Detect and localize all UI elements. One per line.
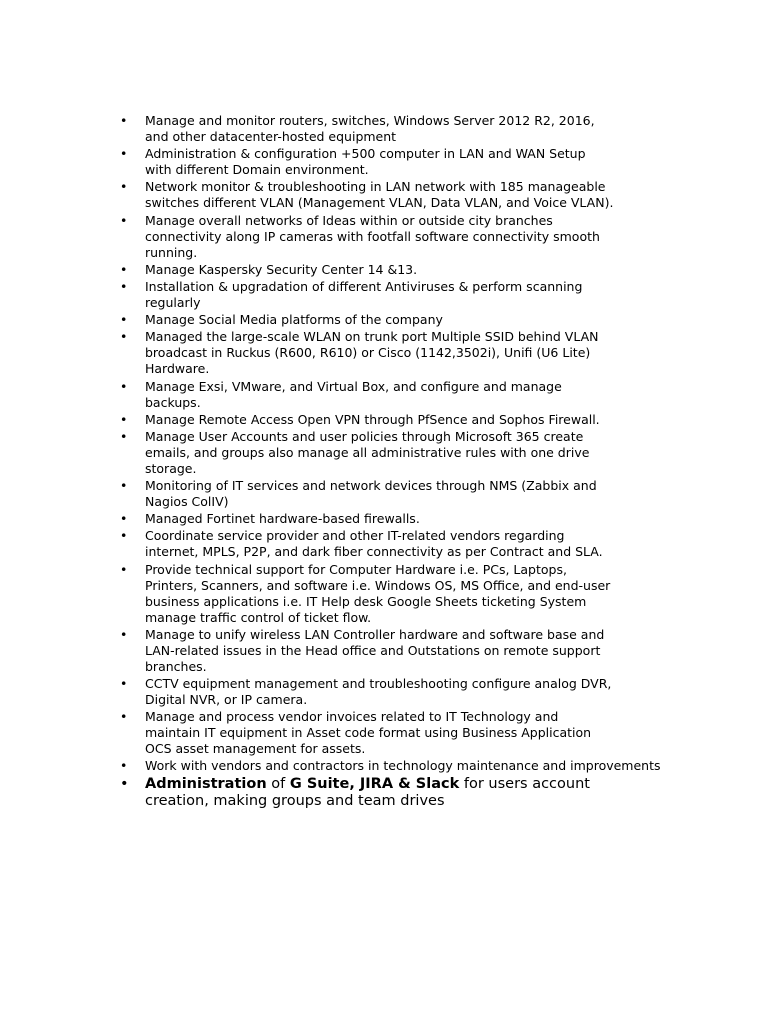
list-item-text: Manage User Accounts and user policies through Microsoft 365 create emails, and groups also manage all administrative rules with one drive storage. bbox=[145, 428, 590, 476]
list-item bbox=[0, 676, 615, 708]
list-item bbox=[0, 379, 615, 411]
list-item bbox=[0, 179, 615, 211]
list-item bbox=[0, 758, 705, 774]
list-item-text: Manage Kaspersky Security Center 14 &13. bbox=[145, 261, 418, 277]
list-item-text-connector: of bbox=[266, 775, 290, 792]
bullet-marker: • bbox=[120, 528, 128, 544]
bullet-marker: • bbox=[120, 113, 128, 128]
bullet-marker: • bbox=[120, 146, 128, 162]
list-item-text: Managed the large-scale WLAN on trunk port Multiple SSID behind VLAN broadcast in Ruckus (R600, R610) or Cisco (1142,3502i), Unifi (U6 Lite) Hardware. bbox=[145, 329, 599, 377]
bullet-marker: • bbox=[120, 709, 128, 725]
list-item bbox=[0, 146, 615, 178]
bullet-marker: • bbox=[120, 378, 128, 394]
bullet-marker: • bbox=[120, 511, 128, 527]
bullet-marker: • bbox=[120, 758, 128, 774]
bullet-marker: • bbox=[120, 428, 128, 444]
list-item bbox=[0, 329, 615, 377]
bullet-marker: • bbox=[120, 676, 128, 691]
list-item-text: Administration & configuration +500 computer in LAN and WAN Setup with different Domain environment. bbox=[145, 146, 586, 178]
list-item bbox=[0, 709, 615, 757]
list-item bbox=[0, 562, 615, 626]
list-item-text: Manage and process vendor invoices related to IT Technology and maintain IT equipment in Asset code format using Business Application OCS asset management for assets. bbox=[145, 709, 592, 757]
list-item bbox=[0, 412, 615, 428]
list-item bbox=[0, 262, 615, 278]
bullet-marker: • bbox=[120, 212, 128, 228]
list-item bbox=[0, 113, 615, 145]
bullet-marker: • bbox=[120, 329, 128, 345]
list-item-text: Manage overall networks of Ideas within or outside city branches connectivity along IP cameras with footfall software connectivity smooth running. bbox=[145, 212, 600, 260]
list-item-text: Managed Fortinet hardware-based firewalls. bbox=[145, 511, 420, 527]
list-item-text: CCTV equipment management and troubleshooting configure analog DVR, Digital NVR, or IP camera. bbox=[145, 676, 612, 707]
list-item-text: Manage Exsi, VMware, and Virtual Box, and configure and manage backups. bbox=[145, 378, 562, 410]
bullet-marker: • bbox=[120, 179, 128, 195]
list-item bbox=[0, 279, 615, 311]
list-item-last bbox=[0, 776, 655, 810]
bullet-marker: • bbox=[120, 775, 129, 792]
bullet-marker: • bbox=[120, 626, 128, 642]
bullet-marker: • bbox=[120, 411, 128, 427]
bullet-list bbox=[0, 113, 768, 811]
bullet-marker: • bbox=[120, 312, 128, 328]
list-item-text: Work with vendors and contractors in technology maintenance and improvements bbox=[145, 758, 661, 774]
list-item bbox=[0, 511, 615, 527]
list-item-text: Installation & upgradation of different Antiviruses & perform scanning regularly bbox=[145, 278, 583, 310]
list-item-text: Manage to unify wireless LAN Controller hardware and software base and LAN-related issues in the Head office and Outstations on remote support branches. bbox=[145, 626, 605, 674]
bullet-marker: • bbox=[120, 261, 128, 277]
bullet-marker: • bbox=[120, 478, 128, 494]
list-item bbox=[0, 213, 615, 261]
list-item bbox=[0, 627, 615, 675]
bullet-marker: • bbox=[120, 561, 128, 577]
list-item-text: Manage Social Media platforms of the company bbox=[145, 312, 443, 328]
list-item-text: Monitoring of IT services and network devices through NMS (Zabbix and Nagios ColIV) bbox=[145, 478, 597, 510]
list-item bbox=[0, 312, 615, 328]
bold-tools: G Suite, JIRA & Slack bbox=[289, 775, 460, 792]
list-item-text: Manage Remote Access Open VPN through PfSence and Sophos Firewall. bbox=[145, 411, 600, 427]
list-item-text: Manage and monitor routers, switches, Windows Server 2012 R2, 2016, and other datacenter-hosted equipment bbox=[145, 113, 595, 144]
list-item bbox=[0, 478, 615, 510]
list-item bbox=[0, 528, 615, 560]
list-item-text-tail: for users account creation, making groups and team drives bbox=[145, 775, 590, 809]
list-item-text: Coordinate service provider and other IT-related vendors regarding internet, MPLS, P2P, and dark fiber connectivity as per Contract and SLA. bbox=[145, 528, 603, 560]
list-item-text: Provide technical support for Computer Hardware i.e. PCs, Laptops, Printers, Scanners, and software i.e. Windows OS, MS Office, and end-user business applications i.e. IT Help desk Google Sheets ticketing System manage traffic control of ticket flow. bbox=[145, 561, 611, 625]
bullet-marker: • bbox=[120, 278, 128, 294]
bold-administration: Administration bbox=[145, 775, 267, 792]
list-item-text: Network monitor & troubleshooting in LAN network with 185 manageable switches different VLAN (Management VLAN, Data VLAN, and Voice VLAN). bbox=[145, 179, 614, 211]
list-item bbox=[0, 429, 615, 477]
